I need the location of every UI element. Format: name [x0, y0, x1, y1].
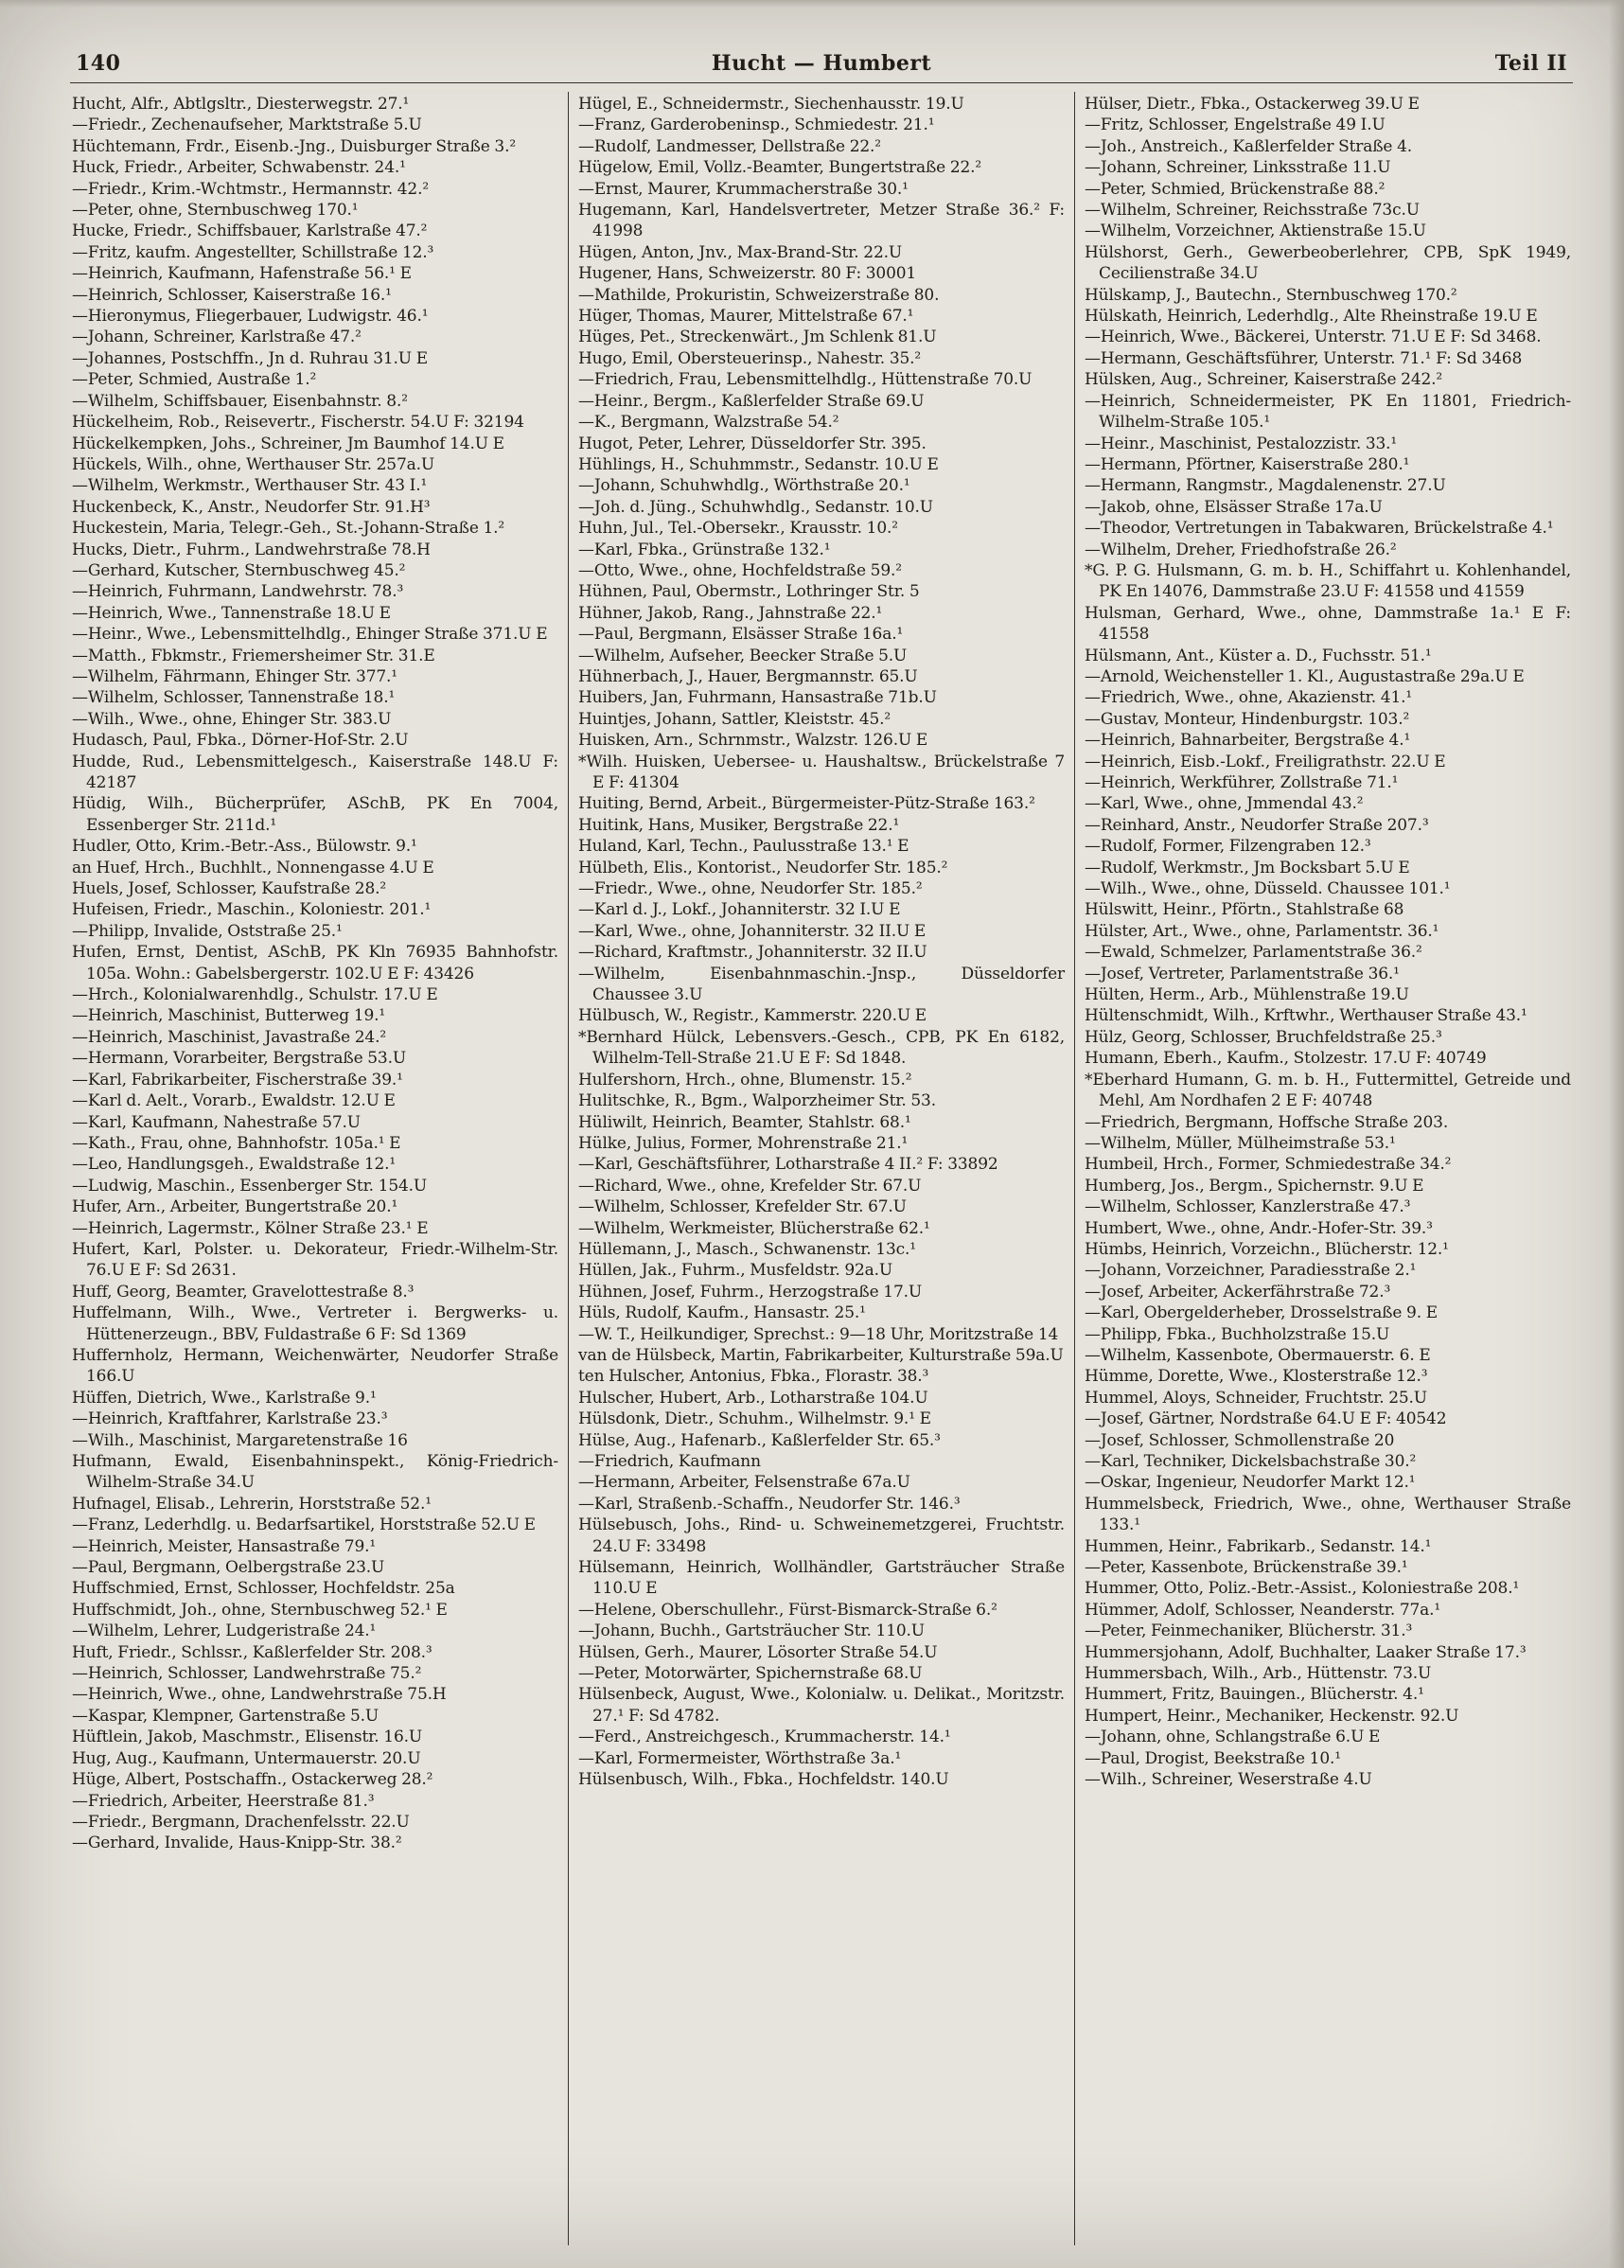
- directory-entry: Hudler, Otto, Krim.-Betr.-Ass., Bülowstr. 9.¹: [72, 837, 417, 857]
- directory-entry: —Wilhelm, Schlosser, Krefelder Str. 67.U: [578, 1197, 907, 1217]
- directory-entry: —Heinrich, Bahnarbeiter, Bergstraße 4.¹: [1085, 731, 1411, 751]
- directory-entry: Huff, Georg, Beamter, Gravelottestraße 8.³: [72, 1282, 415, 1302]
- directory-entry: Humann, Eberh., Kaufm., Stolzestr. 17.U F: 40749: [1085, 1049, 1487, 1069]
- directory-entry: Hugener, Hans, Schweizerstr. 80 F: 30001: [578, 264, 917, 284]
- directory-entry: Hugot, Peter, Lehrer, Düsseldorfer Str. 395.: [578, 434, 927, 453]
- directory-entry: —Friedr., Bergmann, Drachenfelsstr. 22.U: [72, 1812, 410, 1832]
- directory-entry: Huland, Karl, Techn., Paulusstraße 13.¹ E: [578, 837, 909, 857]
- directory-entry: —Heinrich, Fuhrmann, Landwehrstr. 78.³: [72, 582, 404, 602]
- directory-entry: Hüffen, Dietrich, Wwe., Karlstraße 9.¹: [72, 1388, 377, 1408]
- directory-entry: —Karl, Obergelderheber, Drosselstraße 9. E: [1085, 1303, 1438, 1323]
- directory-entry: —Gerhard, Invalide, Haus-Knipp-Str. 38.²: [72, 1834, 402, 1853]
- directory-entry: Hühnen, Josef, Fuhrm., Herzogstraße 17.U: [578, 1282, 923, 1302]
- directory-entry: —Heinrich, Maschinist, Javastraße 24.²: [72, 1027, 387, 1047]
- directory-entry: —Wilhelm, Werkmeister, Blücherstraße 62.¹: [578, 1218, 930, 1238]
- directory-entry: —Hermann, Rangmstr., Magdalenenstr. 27.U: [1085, 476, 1446, 496]
- directory-column-1: [70, 92, 568, 2245]
- directory-entry: —Johann, Schuhwhdlg., Wörthstraße 20.¹: [578, 476, 910, 496]
- directory-entry: —Fritz, Schlosser, Engelstraße 49 I.U: [1085, 115, 1386, 135]
- directory-entry: Huels, Josef, Schlosser, Kaufstraße 28.²: [72, 879, 387, 899]
- directory-entry: Hummelsbeck, Friedrich, Wwe., ohne, Werthauser Straße 133.¹: [1085, 1494, 1571, 1535]
- directory-entry: —Wilh., Wwe., ohne, Ehinger Str. 383.U: [72, 709, 392, 729]
- directory-entry: —Karl, Fabrikarbeiter, Fischerstraße 39.¹: [72, 1070, 403, 1090]
- directory-entry: —Wilhelm, Vorzeichner, Aktienstraße 15.U: [1085, 221, 1426, 241]
- directory-entry: —Friedrich, Wwe., ohne, Akazienstr. 41.¹: [1085, 688, 1413, 708]
- directory-entry: —Hermann, Vorarbeiter, Bergstraße 53.U: [72, 1049, 407, 1069]
- directory-entry: Huintjes, Johann, Sattler, Kleiststr. 45.²: [578, 709, 891, 729]
- directory-entry: Hümme, Dorette, Wwe., Klosterstraße 12.³: [1085, 1367, 1428, 1387]
- directory-entry: Hülsemann, Heinrich, Wollhändler, Gartsträucher Straße 110.U E: [578, 1558, 1065, 1599]
- directory-entry: Hudasch, Paul, Fbka., Dörner-Hof-Str. 2.U: [72, 731, 409, 751]
- directory-entry: Hühlings, H., Schuhmmstr., Sedanstr. 10.U E: [578, 454, 939, 474]
- directory-entry: Humpert, Heinr., Mechaniker, Heckenstr. 92.U: [1085, 1706, 1459, 1726]
- directory-entry: —Arnold, Weichensteller 1. Kl., Augustastraße 29a.U E: [1085, 666, 1525, 686]
- directory-entry: Hulscher, Hubert, Arb., Lotharstraße 104.U: [578, 1388, 928, 1408]
- directory-entry: —Karl, Kaufmann, Nahestraße 57.U: [72, 1112, 361, 1132]
- directory-entry: Hüdig, Wilh., Bücherprüfer, ASchB, PK En 7004, Essenberger Str. 211d.¹: [72, 794, 558, 835]
- directory-entry: —Ewald, Schmelzer, Parlamentstraße 36.²: [1085, 943, 1422, 963]
- directory-entry: Hümmer, Adolf, Schlosser, Neanderstr. 77a.¹: [1085, 1600, 1441, 1620]
- directory-entry: Hüllemann, J., Masch., Schwanenstr. 13c.¹: [578, 1239, 916, 1259]
- directory-entry: Hulsman, Gerhard, Wwe., ohne, Dammstraße 1a.¹ E F: 41558: [1085, 603, 1571, 645]
- directory-entry: —Josef, Arbeiter, Ackerfährstraße 72.³: [1085, 1282, 1391, 1302]
- directory-entry: Hülskath, Heinrich, Lederhdlg., Alte Rheinstraße 19.U E: [1085, 307, 1538, 327]
- directory-entry: —Wilhelm, Schreiner, Reichsstraße 73c.U: [1085, 201, 1420, 221]
- directory-entry: —Paul, Bergmann, Elsässer Straße 16a.¹: [578, 625, 904, 645]
- directory-entry: —Paul, Bergmann, Oelbergstraße 23.U: [72, 1558, 385, 1578]
- directory-column-3: [1074, 92, 1573, 2245]
- directory-entry: Hüls, Rudolf, Kaufm., Hansastr. 25.¹: [578, 1303, 866, 1323]
- page-content: [70, 51, 1573, 2245]
- directory-entry: —Leo, Handlungsgeh., Ewaldstraße 12.¹: [72, 1155, 397, 1175]
- directory-entry: Hückelkempken, Johs., Schreiner, Jm Baumhof 14.U E: [72, 434, 504, 453]
- directory-entry: —Theodor, Vertretungen in Tabakwaren, Brückelstraße 4.¹: [1085, 519, 1554, 539]
- directory-entry: Humbert, Wwe., ohne, Andr.-Hofer-Str. 39.³: [1085, 1218, 1433, 1238]
- directory-entry: Huckenbeck, K., Anstr., Neudorfer Str. 91.H³: [72, 497, 431, 517]
- directory-entry: —Paul, Drogist, Beekstraße 10.¹: [1085, 1748, 1341, 1768]
- directory-entry: —Mathilde, Prokuristin, Schweizerstraße 80.: [578, 285, 940, 305]
- directory-entry: Hülsebusch, Johs., Rind- u. Schweinemetzgerei, Fruchtstr. 24.U F: 33498: [578, 1515, 1065, 1556]
- directory-entry: Hufer, Arn., Arbeiter, Bungertstraße 20.¹: [72, 1197, 398, 1217]
- directory-entry: Huffernholz, Hermann, Weichenwärter, Neudorfer Straße 166.U: [72, 1345, 558, 1387]
- directory-entry: —Matth., Fbkmstr., Friemersheimer Str. 31.E: [72, 646, 435, 665]
- directory-entry: —Wilhelm, Schlosser, Tannenstraße 18.¹: [72, 688, 396, 708]
- directory-entry: —Otto, Wwe., ohne, Hochfeldstraße 59.²: [578, 560, 902, 580]
- directory-entry: —Peter, Kassenbote, Brückenstraße 39.¹: [1085, 1558, 1408, 1578]
- directory-entry: Hülsdonk, Dietr., Schuhm., Wilhelmstr. 9.¹ E: [578, 1409, 931, 1429]
- directory-entry: Huck, Friedr., Arbeiter, Schwabenstr. 24.¹: [72, 158, 406, 178]
- directory-entry: —Heinr., Bergm., Kaßlerfelder Straße 69.U: [578, 391, 925, 411]
- directory-entry: Huckestein, Maria, Telegr.-Geh., St.-Johann-Straße 1.²: [72, 519, 505, 539]
- directory-entry: Huffschmidt, Joh., ohne, Sternbuschweg 52.¹ E: [72, 1600, 448, 1620]
- directory-entry: —Hermann, Geschäftsführer, Unterstr. 71.¹ F: Sd 3468: [1085, 348, 1523, 368]
- directory-entry: —Peter, Feinmechaniker, Blücherstr. 31.³: [1085, 1621, 1413, 1641]
- directory-entry: —Heinr., Wwe., Lebensmittelhdlg., Ehinger Straße 371.U E: [72, 625, 548, 645]
- directory-entry: Hülz, Georg, Schlosser, Bruchfeldstraße 25.³: [1085, 1027, 1442, 1047]
- directory-entry: Huibers, Jan, Fuhrmann, Hansastraße 71b.U: [578, 688, 937, 708]
- directory-entry: —Wilhelm, Schiffsbauer, Eisenbahnstr. 8.²: [72, 391, 408, 411]
- directory-entry: Huiting, Bernd, Arbeit., Bürgermeister-Pütz-Straße 163.²: [578, 794, 1035, 814]
- directory-entry: Hülser, Dietr., Fbka., Ostackerweg 39.U E: [1085, 95, 1420, 114]
- directory-entry: Hülse, Aug., Hafenarb., Kaßlerfelder Str. 65.³: [578, 1430, 941, 1450]
- directory-entry: Hügen, Anton, Jnv., Max-Brand-Str. 22.U: [578, 242, 903, 262]
- directory-entry: —Wilh., Maschinist, Margaretenstraße 16: [72, 1430, 408, 1450]
- directory-entry: *G. P. G. Hulsmann, G. m. b. H., Schiffahrt u. Kohlenhandel, PK En 14076, Dammstraße 23.U F: 41558 und 41559: [1085, 560, 1571, 602]
- directory-entry: Hühnerbach, J., Hauer, Bergmannstr. 65.U: [578, 666, 918, 686]
- directory-entry: Hüges, Pet., Streckenwärt., Jm Schlenk 81.U: [578, 328, 937, 347]
- directory-entry: —Franz, Lederhdlg. u. Bedarfsartikel, Horststraße 52.U E: [72, 1515, 536, 1535]
- directory-entry: —Hermann, Pförtner, Kaiserstraße 280.¹: [1085, 454, 1410, 474]
- directory-entry: —Heinrich, Meister, Hansastraße 79.¹: [72, 1536, 377, 1556]
- directory-entry: Hülsenbusch, Wilh., Fbka., Hochfeldstr. 140.U: [578, 1770, 949, 1790]
- directory-columns: [70, 92, 1573, 2245]
- directory-entry: Hüchtemann, Frdr., Eisenb.-Jng., Duisburger Straße 3.²: [72, 136, 517, 156]
- directory-entry: —Rudolf, Former, Filzengraben 12.³: [1085, 837, 1371, 857]
- directory-entry: —Heinrich, Werkführer, Zollstraße 71.¹: [1085, 773, 1399, 792]
- directory-entry: Hülsen, Gerh., Maurer, Lösorter Straße 54.U: [578, 1642, 938, 1662]
- directory-entry: —Heinrich, Lagermstr., Kölner Straße 23.¹ E: [72, 1218, 429, 1238]
- directory-entry: —Hieronymus, Fliegerbauer, Ludwigstr. 46.¹: [72, 307, 429, 327]
- directory-entry: Hülswitt, Heinr., Pförtn., Stahlstraße 68: [1085, 900, 1404, 920]
- directory-entry: —Wilhelm, Dreher, Friedhofstraße 26.²: [1085, 540, 1397, 559]
- directory-entry: —Friedrich, Frau, Lebensmittelhdlg., Hüttenstraße 70.U: [578, 370, 1033, 390]
- directory-column-2: [568, 92, 1074, 2245]
- directory-entry: —Heinrich, Schlosser, Landwehrstraße 75.²: [72, 1664, 422, 1684]
- directory-entry: —Johann, Buchh., Gartsträucher Str. 110.U: [578, 1621, 925, 1641]
- directory-entry: Hückels, Wilh., ohne, Werthauser Str. 257a.U: [72, 454, 435, 474]
- directory-entry: —Karl, Wwe., ohne, Johanniterstr. 32 II.U E: [578, 921, 927, 941]
- directory-entry: Hühnen, Paul, Obermstr., Lothringer Str. 5: [578, 582, 920, 602]
- directory-entry: Hügelow, Emil, Vollz.-Beamter, Bungertstraße 22.²: [578, 158, 982, 178]
- directory-entry: —Friedrich, Bergmann, Hoffsche Straße 203.: [1085, 1112, 1449, 1132]
- directory-entry: Hufeisen, Friedr., Maschin., Koloniestr. 201.¹: [72, 900, 432, 920]
- directory-entry: Hüger, Thomas, Maurer, Mittelstraße 67.¹: [578, 307, 914, 327]
- directory-entry: *Bernhard Hülck, Lebensvers.-Gesch., CPB, PK En 6182, Wilhelm-Tell-Straße 21.U E F: Sd 1848.: [578, 1027, 1065, 1069]
- directory-entry: —Josef, Vertreter, Parlamentstraße 36.¹: [1085, 964, 1400, 983]
- directory-entry: Hummersbach, Wilh., Arb., Hüttenstr. 73.U: [1085, 1664, 1432, 1684]
- directory-entry: Hummersjohann, Adolf, Buchhalter, Laaker Straße 17.³: [1085, 1642, 1527, 1662]
- directory-entry: —Karl, Wwe., ohne, Jmmendal 43.²: [1085, 794, 1364, 814]
- directory-entry: —Peter, Motorwärter, Spichernstraße 68.U: [578, 1664, 923, 1684]
- directory-entry: —W. T., Heilkundiger, Sprechst.: 9—18 Uhr, Moritzstraße 14: [578, 1324, 1059, 1344]
- directory-entry: —Karl d. Aelt., Vorarb., Ewaldstr. 12.U E: [72, 1091, 396, 1111]
- directory-entry: —Karl, Fbka., Grünstraße 132.¹: [578, 540, 831, 559]
- directory-entry: —Ludwig, Maschin., Essenberger Str. 154.U: [72, 1176, 428, 1196]
- directory-entry: —Philipp, Fbka., Buchholzstraße 15.U: [1085, 1324, 1390, 1344]
- directory-entry: —K., Bergmann, Walzstraße 54.²: [578, 413, 839, 433]
- directory-entry: Hülshorst, Gerh., Gewerbeoberlehrer, CPB, SpK 1949, Cecilienstraße 34.U: [1085, 242, 1571, 284]
- directory-entry: —Ernst, Maurer, Krummacherstraße 30.¹: [578, 179, 909, 199]
- directory-entry: —Joh., Anstreich., Kaßlerfelder Straße 4.: [1085, 136, 1413, 156]
- directory-entry: Hülsenbeck, August, Wwe., Kolonialw. u. Delikat., Moritzstr. 27.¹ F: Sd 4782.: [578, 1685, 1065, 1726]
- scan-edge-top: [0, 0, 1624, 8]
- directory-entry: —Wilh., Wwe., ohne, Düsseld. Chaussee 101.¹: [1085, 879, 1451, 899]
- directory-entry: —Friedr., Wwe., ohne, Neudorfer Str. 185.²: [578, 879, 923, 899]
- directory-entry: —Wilhelm, Kassenbote, Obermauerstr. 6. E: [1085, 1345, 1431, 1365]
- directory-entry: Hültenschmidt, Wilh., Krftwhr., Werthauser Straße 43.¹: [1085, 1006, 1527, 1026]
- directory-entry: Hülsmann, Ant., Küster a. D., Fuchsstr. 51.¹: [1085, 646, 1432, 665]
- directory-entry: —Heinrich, Wwe., Bäckerei, Unterstr. 71.U E F: Sd 3468.: [1085, 328, 1542, 347]
- directory-entry: an Huef, Hrch., Buchhlt., Nonnengasse 4.U E: [72, 858, 434, 877]
- directory-entry: —Karl d. J., Lokf., Johanniterstr. 32 I.U E: [578, 900, 901, 920]
- directory-entry: —Karl, Straßenb.-Schaffn., Neudorfer Str. 146.³: [578, 1494, 961, 1514]
- directory-entry: Humbeil, Hrch., Former, Schmiedestraße 34.²: [1085, 1155, 1452, 1175]
- directory-entry: Hugemann, Karl, Handelsvertreter, Metzer Straße 36.² F: 41998: [578, 201, 1065, 241]
- page-number: 140: [76, 51, 121, 76]
- directory-entry: —Gerhard, Kutscher, Sternbuschweg 45.²: [72, 560, 406, 580]
- directory-entry: Hüliwilt, Heinrich, Beamter, Stahlstr. 68.¹: [578, 1112, 911, 1132]
- directory-entry: —Karl, Techniker, Dickelsbachstraße 30.²: [1085, 1452, 1417, 1471]
- directory-entry: —Johannes, Postschffn., Jn d. Ruhrau 31.U E: [72, 348, 428, 368]
- directory-entry: —Johann, Schreiner, Karlstraße 47.²: [72, 328, 362, 347]
- directory-entry: Huitink, Hans, Musiker, Bergstraße 22.¹: [578, 815, 900, 835]
- page-header: [70, 51, 1573, 83]
- directory-entry: —Wilhelm, Lehrer, Ludgeristraße 24.¹: [72, 1621, 377, 1641]
- directory-entry: Hummen, Heinr., Fabrikarb., Sedanstr. 14.¹: [1085, 1536, 1432, 1556]
- directory-entry: —Wilhelm, Eisenbahnmaschin.-Jnsp., Düsseldorfer Chaussee 3.U: [578, 964, 1065, 1005]
- directory-entry: —Heinrich, Kraftfahrer, Karlstraße 23.³: [72, 1409, 388, 1429]
- directory-entry: Hüftlein, Jakob, Maschmstr., Elisenstr. 16.U: [72, 1728, 423, 1747]
- directory-entry: Hügel, E., Schneidermstr., Siechenhausstr. 19.U: [578, 95, 964, 114]
- directory-entry: —Gustav, Monteur, Hindenburgstr. 103.²: [1085, 709, 1410, 729]
- directory-entry: —Johann, ohne, Schlangstraße 6.U E: [1085, 1728, 1381, 1747]
- directory-entry: —Heinrich, Eisb.-Lokf., Freiligrathstr. 22.U E: [1085, 752, 1446, 771]
- directory-entry: van de Hülsbeck, Martin, Fabrikarbeiter, Kulturstraße 59a.U: [578, 1345, 1064, 1365]
- directory-entry: —Franz, Garderobeninsp., Schmiedestr. 21.¹: [578, 115, 935, 135]
- directory-entry: Hug, Aug., Kaufmann, Untermauerstr. 20.U: [72, 1748, 421, 1768]
- directory-entry: —Helene, Oberschullehr., Fürst-Bismarck-Straße 6.²: [578, 1600, 997, 1620]
- directory-entry: Hummer, Otto, Poliz.-Betr.-Assist., Koloniestraße 208.¹: [1085, 1579, 1520, 1599]
- directory-entry: —Wilhelm, Aufseher, Beecker Straße 5.U: [578, 646, 908, 665]
- directory-entry: Hucks, Dietr., Fuhrm., Landwehrstraße 78.H: [72, 540, 431, 559]
- directory-entry: Hucke, Friedr., Schiffsbauer, Karlstraße 47.²: [72, 221, 428, 241]
- directory-entry: —Wilhelm, Werkmstr., Werthauser Str. 43 I.¹: [72, 476, 428, 496]
- directory-entry: Huft, Friedr., Schlssr., Kaßlerfelder Str. 208.³: [72, 1642, 432, 1662]
- directory-entry: Hülten, Herm., Arb., Mühlenstraße 19.U: [1085, 985, 1409, 1005]
- directory-entry: Hufert, Karl, Polster. u. Dekorateur, Friedr.-Wilhelm-Str. 76.U E F: Sd 2631.: [72, 1239, 558, 1281]
- directory-entry: —Peter, ohne, Sternbuschweg 170.¹: [72, 201, 359, 221]
- directory-entry: —Karl, Formermeister, Wörthstraße 3a.¹: [578, 1748, 902, 1768]
- directory-entry: —Richard, Wwe., ohne, Krefelder Str. 67.U: [578, 1176, 922, 1196]
- directory-entry: —Friedrich, Arbeiter, Heerstraße 81.³: [72, 1791, 375, 1811]
- directory-entry: Hulfershorn, Hrch., ohne, Blumenstr. 15.²: [578, 1070, 912, 1090]
- directory-entry: —Fritz, kaufm. Angestellter, Schillstraße 12.³: [72, 242, 434, 262]
- page-part-label: Teil II: [1494, 51, 1567, 76]
- directory-entry: —Heinrich, Wwe., ohne, Landwehrstraße 75.H: [72, 1685, 447, 1705]
- directory-entry: —Karl, Geschäftsführer, Lotharstraße 4 II.² F: 33892: [578, 1155, 998, 1175]
- directory-entry: —Hermann, Arbeiter, Felsenstraße 67a.U: [578, 1473, 910, 1493]
- directory-entry: Hulitschke, R., Bgm., Walporzheimer Str. 53.: [578, 1091, 936, 1111]
- directory-entry: Hülsken, Aug., Schreiner, Kaiserstraße 242.²: [1085, 370, 1443, 390]
- directory-entry: —Peter, Schmied, Austraße 1.²: [72, 370, 317, 390]
- directory-entry: Hummert, Fritz, Bauingen., Blücherstr. 4.¹: [1085, 1685, 1424, 1705]
- directory-entry: Huffelmann, Wilh., Wwe., Vertreter i. Bergwerks- u. Hüttenerzeugn., BBV, Fuldastraße 6 F: Sd 1369: [72, 1303, 558, 1344]
- directory-entry: Hückelheim, Rob., Reisevertr., Fischerstr. 54.U F: 32194: [72, 413, 524, 433]
- directory-entry: —Rudolf, Werkmstr., Jm Bocksbart 5.U E: [1085, 858, 1410, 877]
- directory-entry: —Kath., Frau, ohne, Bahnhofstr. 105a.¹ E: [72, 1133, 401, 1153]
- directory-entry: Hülbusch, W., Registr., Kammerstr. 220.U E: [578, 1006, 927, 1026]
- directory-entry: *Eberhard Humann, G. m. b. H., Futtermittel, Getreide und Mehl, Am Nordhafen 2 E F: 40748: [1085, 1070, 1571, 1111]
- directory-entry: —Friedr., Zechenaufseher, Marktstraße 5.U: [72, 115, 422, 135]
- directory-entry: —Wilh., Schreiner, Weserstraße 4.U: [1085, 1770, 1372, 1790]
- directory-entry: —Wilhelm, Fährmann, Ehinger Str. 377.¹: [72, 666, 397, 686]
- directory-entry: Hüllen, Jak., Fuhrm., Musfeldstr. 92a.U: [578, 1261, 893, 1281]
- directory-entry: Hucht, Alfr., Abtlgsltr., Diesterwegstr. 27.¹: [72, 95, 410, 114]
- directory-entry: —Friedrich, Kaufmann: [578, 1452, 761, 1471]
- directory-entry: Huhn, Jul., Tel.-Obersekr., Krausstr. 10.²: [578, 519, 898, 539]
- directory-entry: —Joh. d. Jüng., Schuhwhdlg., Sedanstr. 10.U: [578, 497, 933, 517]
- directory-entry: Hüge, Albert, Postschaffn., Ostackerweg 28.²: [72, 1770, 433, 1790]
- directory-entry: —Richard, Kraftmstr., Johanniterstr. 32 II.U: [578, 943, 927, 963]
- directory-entry: —Oskar, Ingenieur, Neudorfer Markt 12.¹: [1085, 1473, 1416, 1493]
- directory-entry: —Heinrich, Wwe., Tannenstraße 18.U E: [72, 603, 391, 623]
- directory-entry: ten Hulscher, Antonius, Fbka., Florastr. 38.³: [578, 1367, 929, 1387]
- directory-entry: —Heinrich, Schlosser, Kaiserstraße 16.¹: [72, 285, 392, 305]
- directory-entry: Hudde, Rud., Lebensmittelgesch., Kaiserstraße 148.U F: 42187: [72, 752, 558, 792]
- directory-entry: —Friedr., Krim.-Wchtmstr., Hermannstr. 42.²: [72, 179, 429, 199]
- directory-entry: Hummel, Aloys, Schneider, Fruchtstr. 25.U: [1085, 1388, 1427, 1408]
- directory-entry: Hülbeth, Elis., Kontorist., Neudorfer Str. 185.²: [578, 858, 948, 877]
- directory-entry: —Reinhard, Anstr., Neudorfer Straße 207.³: [1085, 815, 1429, 835]
- directory-entry: Humberg, Jos., Bergm., Spichernstr. 9.U E: [1085, 1176, 1424, 1196]
- directory-entry: Hümbs, Heinrich, Vorzeichn., Blücherstr. 12.¹: [1085, 1239, 1449, 1259]
- directory-entry: Hufen, Ernst, Dentist, ASchB, PK Kln 76935 Bahnhofstr. 105a. Wohn.: Gabelsbergerstr. 102.U E F: 43426: [72, 943, 558, 983]
- directory-entry: —Wilhelm, Müller, Mülheimstraße 53.¹: [1085, 1133, 1396, 1153]
- directory-entry: Huffschmied, Ernst, Schlosser, Hochfeldstr. 25a: [72, 1579, 455, 1599]
- directory-entry: Hülskamp, J., Bautechn., Sternbuschweg 170.²: [1085, 285, 1457, 305]
- directory-entry: —Hrch., Kolonialwarenhdlg., Schulstr. 17.U E: [72, 985, 438, 1005]
- directory-entry: —Jakob, ohne, Elsässer Straße 17a.U: [1085, 497, 1383, 517]
- scan-edge-right: [1609, 0, 1624, 2268]
- directory-entry: —Wilhelm, Schlosser, Kanzlerstraße 47.³: [1085, 1197, 1411, 1217]
- directory-entry: Huisken, Arn., Schrnmstr., Walzstr. 126.U E: [578, 731, 928, 751]
- directory-entry: —Rudolf, Landmesser, Dellstraße 22.²: [578, 136, 881, 156]
- directory-entry: —Josef, Gärtner, Nordstraße 64.U E F: 40542: [1085, 1409, 1447, 1429]
- directory-entry: —Johann, Schreiner, Linksstraße 11.U: [1085, 158, 1391, 178]
- directory-entry: Hufnagel, Elisab., Lehrerin, Horststraße 52.¹: [72, 1494, 432, 1514]
- directory-entry: *Wilh. Huisken, Uebersee- u. Haushaltsw., Brückelstraße 7 E F: 41304: [578, 752, 1065, 792]
- directory-entry: Hühner, Jakob, Rang., Jahnstraße 22.¹: [578, 603, 883, 623]
- directory-entry: Hülster, Art., Wwe., ohne, Parlamentstr. 36.¹: [1085, 921, 1439, 941]
- page-title: Hucht — Humbert: [711, 51, 932, 76]
- directory-entry: —Heinrich, Schneidermeister, PK En 11801, Friedrich-Wilhelm-Straße 105.¹: [1085, 391, 1571, 433]
- directory-entry: Hufmann, Ewald, Eisenbahninspekt., König-Friedrich-Wilhelm-Straße 34.U: [72, 1452, 558, 1493]
- directory-entry: Hülke, Julius, Former, Mohrenstraße 21.¹: [578, 1133, 909, 1153]
- directory-entry: —Peter, Schmied, Brückenstraße 88.²: [1085, 179, 1386, 199]
- directory-entry: —Johann, Vorzeichner, Paradiesstraße 2.¹: [1085, 1261, 1417, 1281]
- directory-entry: —Kaspar, Klempner, Gartenstraße 5.U: [72, 1706, 380, 1726]
- directory-entry: —Josef, Schlosser, Schmollenstraße 20: [1085, 1430, 1395, 1450]
- directory-entry: —Ferd., Anstreichgesch., Krummacherstr. 14.¹: [578, 1728, 951, 1747]
- directory-entry: —Heinrich, Kaufmann, Hafenstraße 56.¹ E: [72, 264, 412, 284]
- directory-entry: —Heinrich, Maschinist, Butterweg 19.¹: [72, 1006, 386, 1026]
- directory-entry: —Philipp, Invalide, Oststraße 25.¹: [72, 921, 343, 941]
- directory-entry: Hugo, Emil, Obersteuerinsp., Nahestr. 35.²: [578, 348, 922, 368]
- directory-entry: —Heinr., Maschinist, Pestalozzistr. 33.¹: [1085, 434, 1398, 453]
